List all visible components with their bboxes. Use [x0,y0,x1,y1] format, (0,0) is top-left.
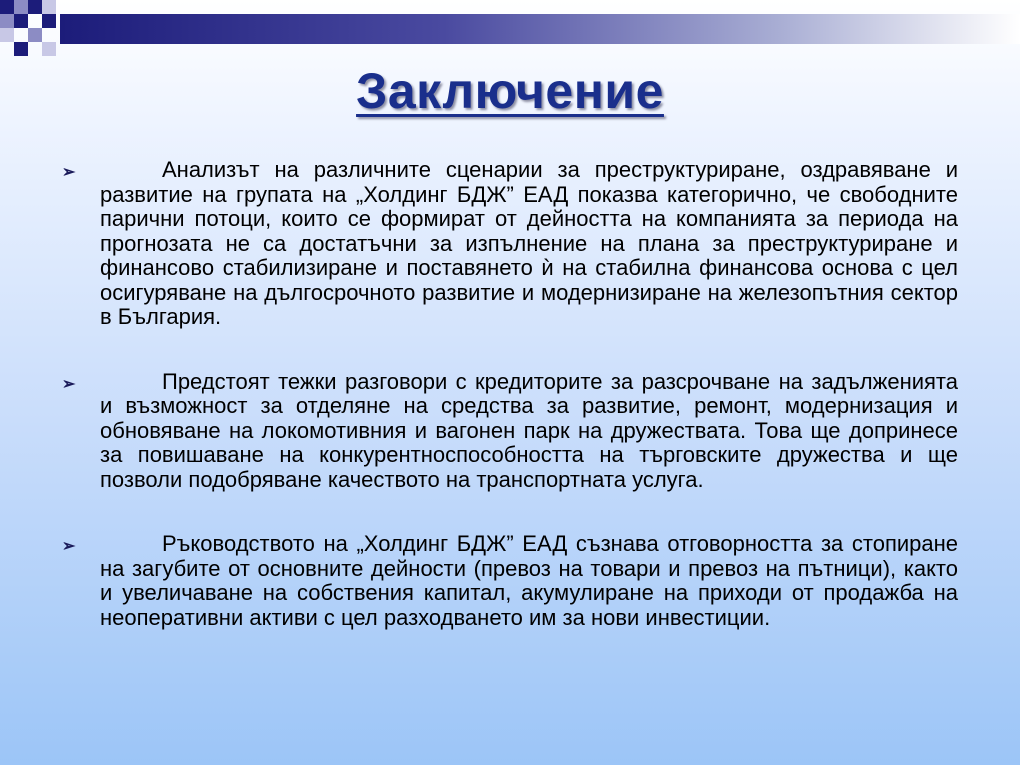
header-gradient-bar [60,14,1020,44]
decor-square [42,0,56,14]
bullet-list [60,158,958,670]
decor-square [0,0,14,14]
decor-square [0,28,14,42]
decor-square [42,42,56,56]
bullet-text: Анализът на различните сценарии за преструктуриране, оздравяване и развитие на групата на „Холдинг БДЖ” ЕАД показва категорично, че свободните парични потоци, които се формират от дейността на компанията за периода на прогнозата не са достатъчни за изпълнение на плана за преструктуриране и финансово стабилизиране и поставянето ѝ на стабилна финансова основа с цел осигуряване на дългосрочното развитие и модернизиране на железопътния сектор в България. [100,157,958,329]
decor-square [14,14,28,28]
bullet-item [60,532,958,630]
decor-square [42,14,56,28]
decor-square [14,0,28,14]
bullet-text: Ръководството на „Холдинг БДЖ” ЕАД съзнава отговорността за стопиране на загубите от основните дейности (превоз на товари и превоз на пътници), както и увеличаване на собствения капитал, акумулиране на приходи от продажба на неоперативни активи с цел разходването им за нови инвестиции. [100,531,958,630]
arrow-bullet-icon: ➢ [62,164,76,181]
decor-square [0,14,14,28]
bullet-item [60,370,958,493]
decor-square [14,42,28,56]
arrow-bullet-icon: ➢ [62,375,76,393]
decor-square [28,0,42,14]
slide-title: Заключение [356,63,664,119]
decor-square [28,28,42,42]
bullet-item [60,158,958,330]
arrow-bullet-icon: ➢ [62,538,76,555]
bullet-text: Предстоят тежки разговори с кредиторите за разсрочване на задълженията и възможност за отделяне на средства за развитие, ремонт, модернизация и обновяване на локомотивния и вагонен парк на дружествата. Това ще допринесе за повишаване на конкурентноспособността на търговските дружества и ще позволи подобряване качеството на транспортната услуга. [100,368,958,492]
